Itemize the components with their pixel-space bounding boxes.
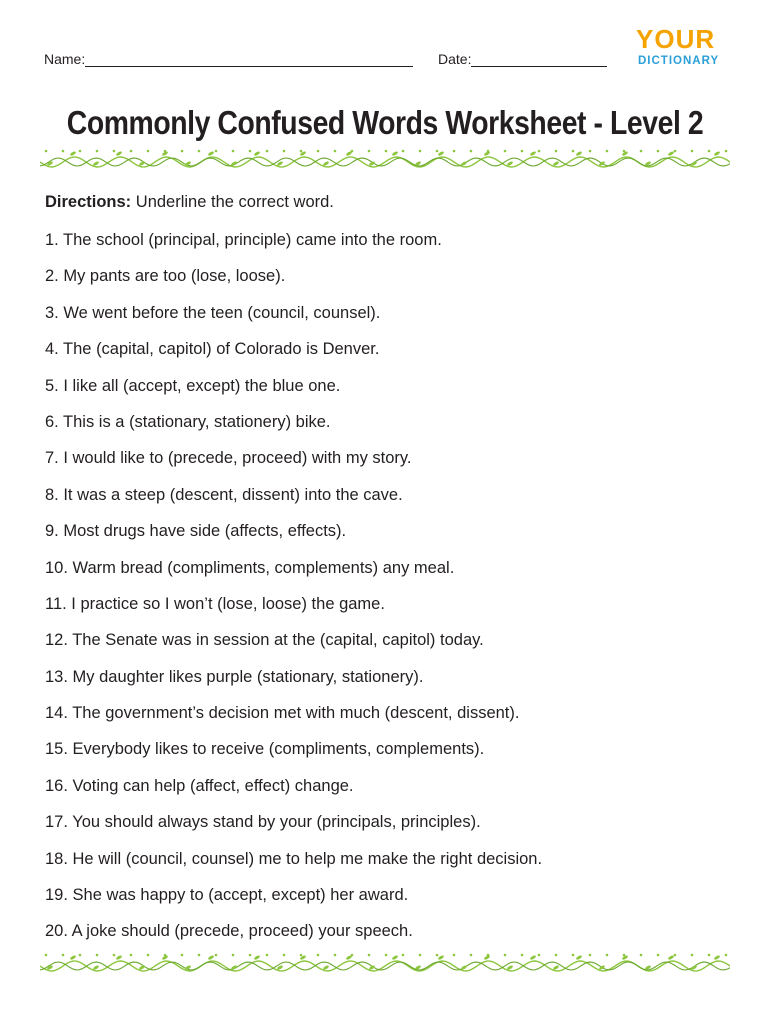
vine-leaf — [575, 955, 582, 961]
vine-dot — [334, 954, 337, 957]
vine-dot — [436, 150, 439, 153]
vine-leaf — [391, 955, 398, 961]
question-item: 14. The government’s decision met with much (descent, dissent). — [45, 704, 520, 723]
vine-dot — [283, 150, 286, 153]
vine-leaf — [207, 955, 214, 961]
vine-dot — [589, 150, 592, 153]
vine-dot — [470, 954, 473, 957]
vine-dot — [232, 954, 235, 957]
vine-dot — [572, 954, 575, 957]
vine-dot — [79, 954, 82, 957]
vine-dot — [300, 954, 303, 957]
vine-dot — [674, 150, 677, 153]
question-item: 10. Warm bread (compliments, complements) any meal. — [45, 558, 455, 577]
vine-dot — [725, 954, 728, 957]
vine-dot — [657, 150, 660, 153]
vine-divider-top — [40, 148, 730, 176]
vine-dot — [640, 150, 643, 153]
vine-dot — [147, 954, 150, 957]
vine-dot — [419, 150, 422, 153]
directions — [45, 193, 334, 212]
vine-dot — [317, 150, 320, 153]
vine-dot — [623, 150, 626, 153]
vine-leaf — [713, 955, 720, 961]
vine-dot — [623, 954, 626, 957]
vine-dot — [640, 954, 643, 957]
vine-leaf — [115, 151, 122, 157]
question-item: 3. We went before the teen (council, counsel). — [45, 303, 381, 322]
vine-dot — [504, 954, 507, 957]
vine-dot — [606, 150, 609, 153]
question-item: 7. I would like to (precede, proceed) with my story. — [45, 449, 412, 468]
vine-dot — [674, 954, 677, 957]
page-title: Commonly Confused Words Worksheet - Level 2 — [66, 104, 704, 141]
vine-dot — [708, 150, 711, 153]
vine-dot — [453, 954, 456, 957]
vine-leaf — [529, 151, 536, 157]
question-item: 8. It was a steep (descent, dissent) into the cave. — [45, 485, 403, 504]
vine-dot — [266, 954, 269, 957]
vine-dot — [249, 150, 252, 153]
vine-dot — [79, 150, 82, 153]
vine-dot — [62, 150, 65, 153]
vine-leaf — [529, 955, 536, 961]
vine-leaf — [69, 955, 76, 961]
vine-dot — [113, 954, 116, 957]
vine-leaf — [115, 955, 122, 961]
vine-dot — [181, 150, 184, 153]
vine-dot — [45, 150, 48, 153]
directions-label: Directions: — [45, 193, 132, 211]
vine-dot — [504, 150, 507, 153]
date-blank-line — [471, 50, 607, 67]
vine-dot — [198, 954, 201, 957]
vine-dot — [487, 954, 490, 957]
vine-dot — [402, 954, 405, 957]
vine-leaf — [253, 955, 260, 961]
vine-dot — [232, 150, 235, 153]
vine-dot — [96, 150, 99, 153]
vine-dot — [62, 954, 65, 957]
vine-dot — [215, 954, 218, 957]
logo-word-your: YOUR — [636, 24, 716, 54]
vine-dot — [334, 150, 337, 153]
vine-dot — [708, 954, 711, 957]
vine-leaf — [391, 151, 398, 157]
vine-dot — [317, 954, 320, 957]
question-item: 11. I practice so I won’t (lose, loose) the game. — [45, 594, 385, 613]
vine-leaf — [667, 151, 674, 157]
vine-dot — [300, 150, 303, 153]
vine-dot — [164, 150, 167, 153]
logo-word-dictionary: DICTIONARY — [638, 55, 720, 67]
vine-dot — [147, 150, 150, 153]
vine-dot — [691, 954, 694, 957]
vine-dot — [487, 150, 490, 153]
date-group — [438, 50, 607, 67]
vine-dot — [470, 150, 473, 153]
vine-dot — [368, 150, 371, 153]
vine-dot — [45, 954, 48, 957]
vine-leaf — [575, 151, 582, 157]
vine-dot — [521, 954, 524, 957]
vine-dot — [572, 150, 575, 153]
vine-dot — [538, 150, 541, 153]
vine-dot — [589, 954, 592, 957]
vine-dot — [215, 150, 218, 153]
vine-dot — [419, 954, 422, 957]
vine-leaf — [69, 151, 76, 157]
vine-divider-bottom — [40, 952, 730, 980]
vine-dot — [351, 150, 354, 153]
vine-dot — [691, 150, 694, 153]
vine-leaf — [207, 151, 214, 157]
question-list — [45, 230, 542, 958]
vine-leaf — [437, 955, 444, 961]
vine-dot — [283, 954, 286, 957]
vine-dot — [266, 150, 269, 153]
question-item: 17. You should always stand by your (principals, principles). — [45, 813, 481, 832]
vine-dot — [351, 954, 354, 957]
vine-dot — [555, 150, 558, 153]
question-item: 12. The Senate was in session at the (capital, capitol) today. — [45, 631, 484, 650]
vine-dot — [181, 954, 184, 957]
question-item: 9. Most drugs have side (affects, effects). — [45, 522, 347, 541]
vine-dot — [130, 954, 133, 957]
question-item: 18. He will (council, counsel) me to help me make the right decision. — [45, 849, 543, 868]
vine-dot — [96, 954, 99, 957]
vine-dot — [113, 150, 116, 153]
yourdictionary-logo — [636, 26, 732, 72]
vine-dot — [521, 150, 524, 153]
question-item: 5. I like all (accept, except) the blue one. — [45, 376, 341, 395]
name-blank-line — [85, 50, 413, 67]
question-item: 16. Voting can help (affect, effect) change. — [45, 776, 354, 795]
question-item: 2. My pants are too (lose, loose). — [45, 267, 286, 286]
vine-dot — [538, 954, 541, 957]
vine-dot — [130, 150, 133, 153]
vine-dot — [198, 150, 201, 153]
header-fields — [44, 50, 472, 67]
vine-dot — [164, 954, 167, 957]
vine-dot — [436, 954, 439, 957]
directions-text: Underline the correct word. — [135, 193, 334, 211]
question-item: 1. The school (principal, principle) came into the room. — [45, 231, 442, 249]
question-item: 20. A joke should (precede, proceed) your speech. — [45, 922, 413, 941]
name-label: Name: — [44, 51, 86, 67]
question-item: 4. The (capital, capitol) of Colorado is Denver. — [45, 340, 380, 359]
vine-leaf — [437, 151, 444, 157]
vine-dot — [725, 150, 728, 153]
question-item: 13. My daughter likes purple (stationary, stationery). — [45, 667, 424, 686]
vine-dot — [606, 954, 609, 957]
date-label: Date: — [438, 51, 472, 67]
vine-leaf — [253, 151, 260, 157]
question-item: 6. This is a (stationary, stationery) bike. — [45, 412, 331, 431]
vine-leaf — [713, 151, 720, 157]
vine-dot — [657, 954, 660, 957]
vine-dot — [385, 150, 388, 153]
vine-dot — [555, 954, 558, 957]
question-item: 15. Everybody likes to receive (compliments, complements). — [45, 740, 485, 759]
vine-dot — [368, 954, 371, 957]
vine-dot — [402, 150, 405, 153]
vine-dot — [385, 954, 388, 957]
vine-dot — [249, 954, 252, 957]
question-item: 19. She was happy to (accept, except) her award. — [45, 886, 409, 905]
vine-dot — [453, 150, 456, 153]
vine-leaf — [667, 955, 674, 961]
